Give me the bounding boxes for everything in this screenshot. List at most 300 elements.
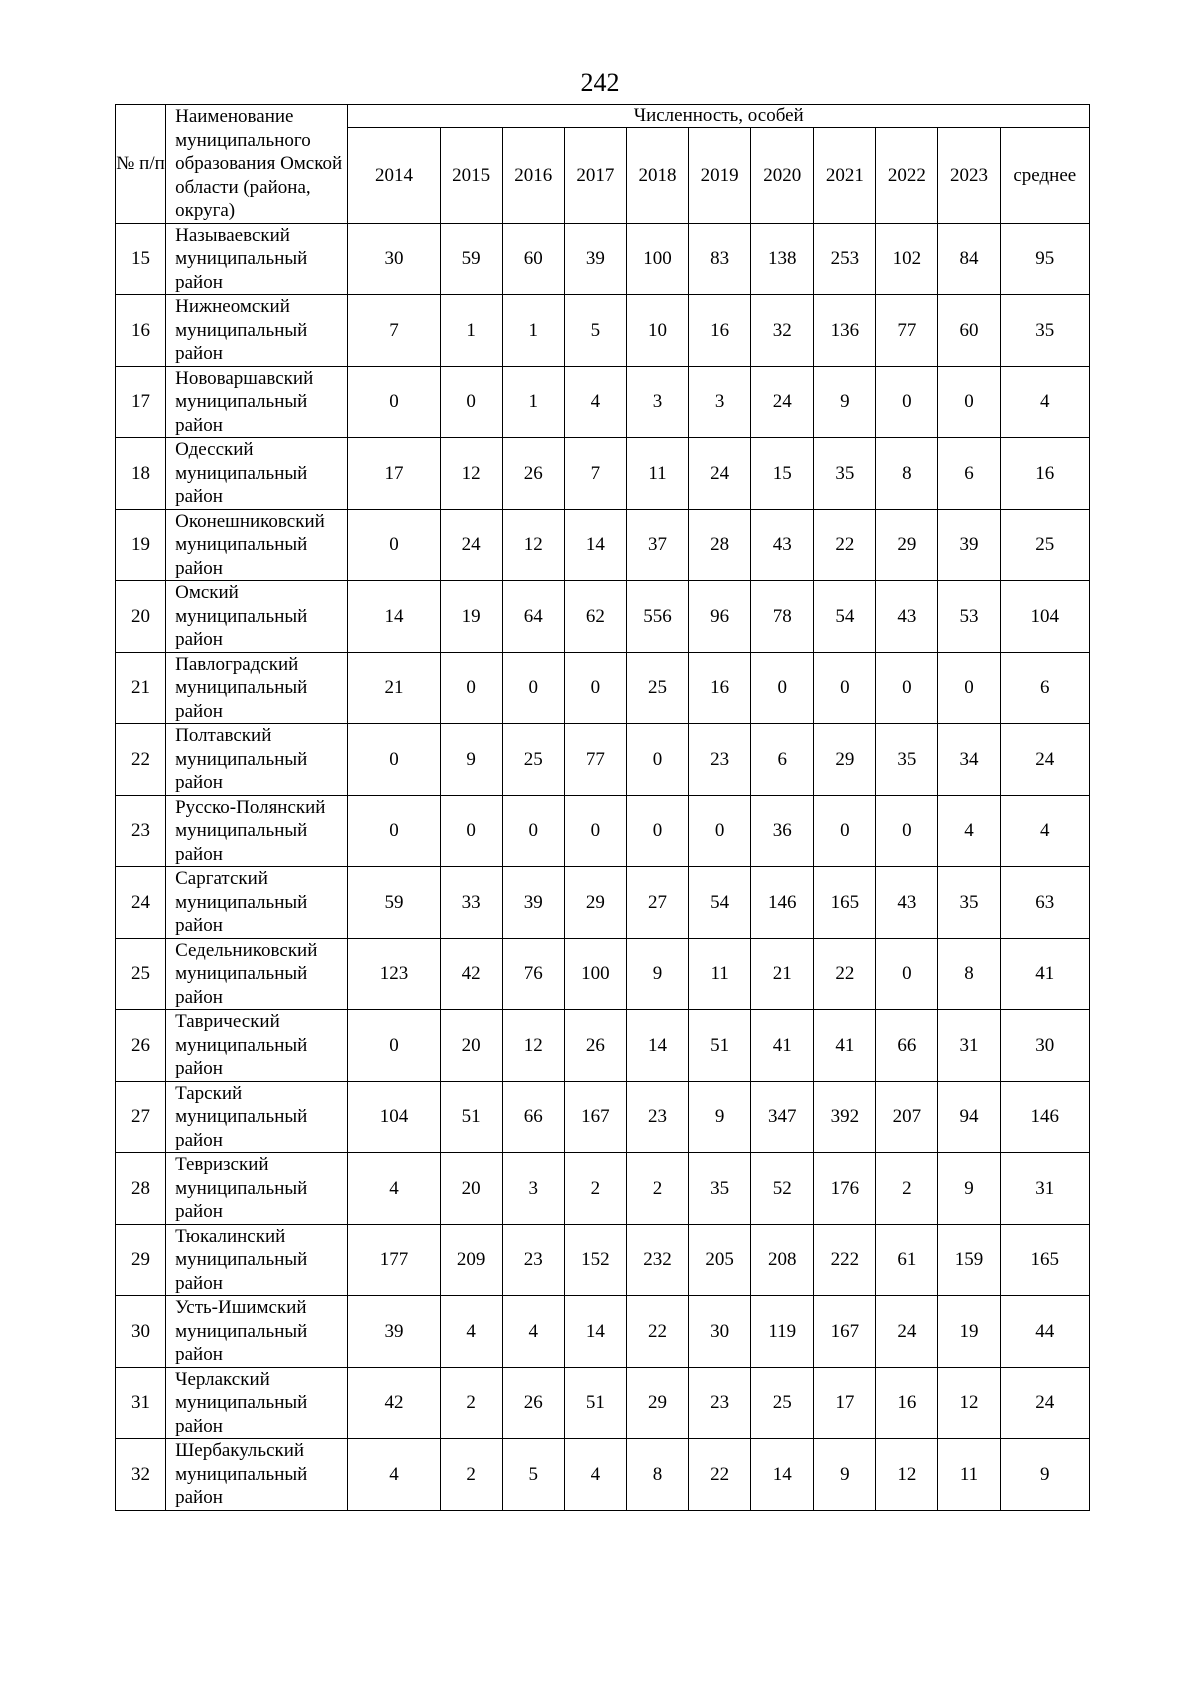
- year-value: 60: [938, 295, 1000, 367]
- year-value: 23: [689, 724, 751, 796]
- year-value: 177: [348, 1224, 440, 1296]
- year-value: 19: [440, 581, 502, 653]
- year-value: 37: [626, 509, 688, 581]
- year-value: 42: [348, 1367, 440, 1439]
- year-value: 20: [440, 1153, 502, 1225]
- year-value: 33: [440, 867, 502, 939]
- average-value: 146: [1000, 1081, 1089, 1153]
- district-name: [166, 438, 348, 510]
- header-number: [116, 105, 166, 224]
- year-value: 12: [876, 1439, 938, 1511]
- year-value: 16: [876, 1367, 938, 1439]
- year-value: 3: [502, 1153, 564, 1225]
- year-value: 22: [626, 1296, 688, 1368]
- district-name-line: район: [175, 772, 223, 793]
- year-value: 347: [751, 1081, 814, 1153]
- district-name-line: муниципальный: [175, 1320, 308, 1342]
- year-value: 8: [876, 438, 938, 510]
- year-value: 26: [502, 438, 564, 510]
- year-value: 6: [751, 724, 814, 796]
- year-value: 152: [564, 1224, 626, 1296]
- year-value: 35: [938, 867, 1000, 939]
- population-table: [115, 104, 1090, 1511]
- year-value: 11: [938, 1439, 1000, 1511]
- year-value: 53: [938, 581, 1000, 653]
- year-value: 60: [502, 223, 564, 295]
- year-value: 29: [876, 509, 938, 581]
- district-name: [166, 1296, 348, 1368]
- table-row: [116, 1367, 1090, 1439]
- year-value: 19: [938, 1296, 1000, 1368]
- year-value: 0: [876, 652, 938, 724]
- year-value: 62: [564, 581, 626, 653]
- year-value: 9: [938, 1153, 1000, 1225]
- district-name: [166, 1224, 348, 1296]
- page-number: 242: [580, 68, 620, 97]
- header-number-label: № п/п: [116, 153, 165, 174]
- year-value: 16: [689, 652, 751, 724]
- year-value: 11: [626, 438, 688, 510]
- year-value: 42: [440, 938, 502, 1010]
- year-value: 556: [626, 581, 688, 653]
- table-row: [116, 1010, 1090, 1082]
- year-value: 22: [814, 938, 876, 1010]
- year-value: 22: [689, 1439, 751, 1511]
- year-value: 3: [626, 366, 688, 438]
- year-value: 0: [751, 652, 814, 724]
- year-value: 41: [751, 1010, 814, 1082]
- year-value: 31: [938, 1010, 1000, 1082]
- row-number: 25: [116, 938, 166, 1010]
- row-number: 15: [116, 223, 166, 295]
- year-value: 9: [626, 938, 688, 1010]
- district-name: [166, 938, 348, 1010]
- district-name-line: район: [175, 414, 223, 436]
- table-row: [116, 795, 1090, 867]
- year-value: 100: [626, 223, 688, 295]
- year-value: 9: [440, 724, 502, 796]
- district-name-line: муниципальный: [175, 891, 308, 913]
- year-value: 0: [502, 652, 564, 724]
- year-value: 0: [876, 795, 938, 867]
- year-value: 14: [626, 1010, 688, 1082]
- district-name: [166, 1153, 348, 1225]
- year-value: 30: [348, 223, 440, 295]
- year-value: 26: [502, 1367, 564, 1439]
- district-name-line: район: [175, 843, 223, 865]
- district-name-line: муниципальный: [175, 1177, 308, 1199]
- district-name-line: район: [175, 557, 223, 579]
- district-name-line: Оконешниковский: [175, 510, 325, 532]
- row-number: 21: [116, 652, 166, 724]
- year-value: 8: [626, 1439, 688, 1511]
- header-year-1: 2015: [440, 128, 502, 223]
- year-value: 4: [348, 1153, 440, 1225]
- year-value: 138: [751, 223, 814, 295]
- year-value: 66: [502, 1081, 564, 1153]
- year-value: 21: [751, 938, 814, 1010]
- row-number: 30: [116, 1296, 166, 1368]
- header-year-5: 2019: [689, 128, 751, 223]
- table-row: [116, 652, 1090, 724]
- header-year-4: 2018: [626, 128, 688, 223]
- year-value: 0: [876, 366, 938, 438]
- year-value: 0: [502, 795, 564, 867]
- district-name-line: Полтавский: [175, 725, 272, 746]
- year-value: 0: [348, 1010, 440, 1082]
- year-value: 2: [876, 1153, 938, 1225]
- year-value: 29: [626, 1367, 688, 1439]
- year-value: 146: [751, 867, 814, 939]
- year-value: 39: [938, 509, 1000, 581]
- district-name: [166, 366, 348, 438]
- year-value: 2: [626, 1153, 688, 1225]
- district-name-line: Таврический: [175, 1011, 280, 1032]
- year-value: 94: [938, 1081, 1000, 1153]
- table-row: [116, 581, 1090, 653]
- district-name-line: район: [175, 915, 223, 936]
- district-name-line: муниципальный: [175, 1463, 308, 1485]
- average-value: 4: [1000, 795, 1089, 867]
- district-name-line: муниципальный: [175, 462, 308, 484]
- district-name-line: Тевризский: [175, 1154, 269, 1175]
- year-value: 232: [626, 1224, 688, 1296]
- year-value: 43: [876, 581, 938, 653]
- year-value: 207: [876, 1081, 938, 1153]
- year-value: 0: [626, 795, 688, 867]
- district-name-line: Саргатский: [175, 868, 268, 889]
- header-year-7: 2021: [814, 128, 876, 223]
- district-name-line: муниципальный: [175, 963, 308, 984]
- year-value: 41: [814, 1010, 876, 1082]
- table-row: [116, 1153, 1090, 1225]
- year-value: 9: [814, 366, 876, 438]
- year-value: 14: [564, 1296, 626, 1368]
- average-value: 165: [1000, 1224, 1089, 1296]
- year-value: 0: [564, 795, 626, 867]
- district-name-line: район: [175, 1487, 223, 1508]
- table-row: [116, 295, 1090, 367]
- year-value: 392: [814, 1081, 876, 1153]
- district-name-line: муниципальный: [175, 748, 308, 770]
- year-value: 119: [751, 1296, 814, 1368]
- year-value: 25: [751, 1367, 814, 1439]
- year-value: 34: [938, 724, 1000, 796]
- table-row: [116, 724, 1090, 796]
- year-value: 165: [814, 867, 876, 939]
- row-number: 22: [116, 724, 166, 796]
- row-number: 27: [116, 1081, 166, 1153]
- year-value: 4: [440, 1296, 502, 1368]
- row-number: 24: [116, 867, 166, 939]
- year-value: 167: [814, 1296, 876, 1368]
- year-value: 25: [502, 724, 564, 796]
- year-value: 209: [440, 1224, 502, 1296]
- row-number: 26: [116, 1010, 166, 1082]
- table-row: [116, 509, 1090, 581]
- average-value: 6: [1000, 652, 1089, 724]
- average-value: 44: [1000, 1296, 1089, 1368]
- year-value: 22: [814, 509, 876, 581]
- year-value: 76: [502, 938, 564, 1010]
- year-value: 10: [626, 295, 688, 367]
- district-name-line: район: [175, 1201, 223, 1222]
- year-value: 20: [440, 1010, 502, 1082]
- year-value: 9: [814, 1439, 876, 1511]
- year-value: 26: [564, 1010, 626, 1082]
- district-name-line: Тарский: [175, 1082, 243, 1104]
- year-value: 24: [689, 438, 751, 510]
- year-value: 29: [814, 724, 876, 796]
- year-value: 24: [440, 509, 502, 581]
- year-value: 222: [814, 1224, 876, 1296]
- header-year-10: среднее: [1000, 128, 1089, 223]
- row-number: 32: [116, 1439, 166, 1511]
- year-value: 4: [564, 366, 626, 438]
- table-row: [116, 938, 1090, 1010]
- year-value: 43: [876, 867, 938, 939]
- average-value: 9: [1000, 1439, 1089, 1511]
- year-value: 5: [564, 295, 626, 367]
- header-year-0: 2014: [348, 128, 440, 223]
- year-value: 39: [564, 223, 626, 295]
- year-value: 12: [502, 509, 564, 581]
- district-name-line: Павлоградский: [175, 653, 299, 675]
- year-value: 3: [689, 366, 751, 438]
- table-row: [116, 1296, 1090, 1368]
- year-value: 84: [938, 223, 1000, 295]
- district-name-line: Тюкалинский: [175, 1225, 286, 1247]
- year-value: 24: [751, 366, 814, 438]
- year-value: 12: [502, 1010, 564, 1082]
- header-year-9: 2023: [938, 128, 1000, 223]
- year-value: 208: [751, 1224, 814, 1296]
- table-row: [116, 1224, 1090, 1296]
- year-value: 9: [689, 1081, 751, 1153]
- district-name: [166, 295, 348, 367]
- year-value: 14: [348, 581, 440, 653]
- district-name: [166, 1081, 348, 1153]
- district-name-line: Называевский: [175, 224, 290, 246]
- average-value: 25: [1000, 509, 1089, 581]
- table-row: [116, 867, 1090, 939]
- year-value: 43: [751, 509, 814, 581]
- district-name-line: район: [175, 1058, 223, 1079]
- average-value: 24: [1000, 724, 1089, 796]
- year-value: 104: [348, 1081, 440, 1153]
- average-value: 95: [1000, 223, 1089, 295]
- year-value: 32: [751, 295, 814, 367]
- table-row: [116, 438, 1090, 510]
- district-name-line: муниципальный: [175, 534, 308, 555]
- header-year-3: 2017: [564, 128, 626, 223]
- year-value: 0: [938, 366, 1000, 438]
- year-value: 54: [814, 581, 876, 653]
- table-row: [116, 1439, 1090, 1511]
- district-name: [166, 581, 348, 653]
- district-name-line: муниципальный: [175, 1106, 308, 1127]
- average-value: 24: [1000, 1367, 1089, 1439]
- year-value: 1: [440, 295, 502, 367]
- year-value: 0: [440, 795, 502, 867]
- year-value: 4: [938, 795, 1000, 867]
- header-name-label: Наименование муниципального образования Омской области (района, округа): [175, 106, 343, 221]
- district-name-line: муниципальный: [175, 677, 308, 698]
- year-value: 77: [564, 724, 626, 796]
- year-value: 24: [876, 1296, 938, 1368]
- district-name-line: район: [175, 1272, 223, 1294]
- header-year-2: 2016: [502, 128, 564, 223]
- row-number: 17: [116, 366, 166, 438]
- district-name-line: муниципальный: [175, 1034, 308, 1056]
- row-number: 23: [116, 795, 166, 867]
- year-value: 15: [751, 438, 814, 510]
- row-number: 19: [116, 509, 166, 581]
- year-value: 0: [689, 795, 751, 867]
- average-value: 63: [1000, 867, 1089, 939]
- year-value: 14: [564, 509, 626, 581]
- header-year-8: 2022: [876, 128, 938, 223]
- average-value: 104: [1000, 581, 1089, 653]
- district-name-line: муниципальный: [175, 1249, 308, 1270]
- year-value: 59: [440, 223, 502, 295]
- year-value: 100: [564, 938, 626, 1010]
- district-name-line: район: [175, 629, 223, 650]
- year-value: 96: [689, 581, 751, 653]
- year-value: 11: [689, 938, 751, 1010]
- district-name-line: район: [175, 700, 223, 722]
- year-value: 23: [689, 1367, 751, 1439]
- district-name-line: муниципальный: [175, 319, 308, 341]
- district-name: [166, 652, 348, 724]
- year-value: 64: [502, 581, 564, 653]
- header-count-group-label: Численность, особей: [633, 105, 804, 127]
- average-value: 16: [1000, 438, 1089, 510]
- row-number: 29: [116, 1224, 166, 1296]
- year-value: 0: [440, 652, 502, 724]
- average-value: 41: [1000, 938, 1089, 1010]
- year-value: 61: [876, 1224, 938, 1296]
- year-value: 51: [440, 1081, 502, 1153]
- year-value: 167: [564, 1081, 626, 1153]
- average-value: 31: [1000, 1153, 1089, 1225]
- year-value: 176: [814, 1153, 876, 1225]
- district-name-line: район: [175, 271, 223, 293]
- year-value: 28: [689, 509, 751, 581]
- year-value: 66: [876, 1010, 938, 1082]
- district-name-line: район: [175, 1129, 223, 1151]
- year-value: 16: [689, 295, 751, 367]
- year-value: 35: [689, 1153, 751, 1225]
- year-value: 0: [348, 366, 440, 438]
- year-value: 7: [348, 295, 440, 367]
- year-value: 83: [689, 223, 751, 295]
- year-value: 0: [814, 795, 876, 867]
- year-value: 14: [751, 1439, 814, 1511]
- year-value: 17: [348, 438, 440, 510]
- year-value: 6: [938, 438, 1000, 510]
- district-name: [166, 1010, 348, 1082]
- district-name-line: Нововаршавский: [175, 367, 314, 389]
- year-value: 5: [502, 1439, 564, 1511]
- table-row: [116, 366, 1090, 438]
- district-name: [166, 223, 348, 295]
- year-value: 0: [876, 938, 938, 1010]
- year-value: 12: [938, 1367, 1000, 1439]
- year-value: 0: [626, 724, 688, 796]
- district-name-line: Шербакульский: [175, 1440, 305, 1461]
- district-name-line: район: [175, 1415, 223, 1437]
- header-count-group: [348, 105, 1090, 128]
- year-value: 159: [938, 1224, 1000, 1296]
- year-value: 0: [440, 366, 502, 438]
- district-name-line: район: [175, 986, 223, 1008]
- year-value: 51: [689, 1010, 751, 1082]
- year-value: 136: [814, 295, 876, 367]
- year-value: 52: [751, 1153, 814, 1225]
- year-value: 2: [564, 1153, 626, 1225]
- district-name-line: муниципальный: [175, 820, 308, 841]
- year-value: 23: [502, 1224, 564, 1296]
- year-value: 0: [938, 652, 1000, 724]
- year-value: 0: [814, 652, 876, 724]
- district-name-line: Нижнеомский: [175, 296, 290, 317]
- district-name: [166, 867, 348, 939]
- year-value: 77: [876, 295, 938, 367]
- year-value: 35: [876, 724, 938, 796]
- header-year-6: 2020: [751, 128, 814, 223]
- year-value: 123: [348, 938, 440, 1010]
- year-value: 7: [564, 438, 626, 510]
- district-name: [166, 1439, 348, 1511]
- year-value: 27: [626, 867, 688, 939]
- table-row: [116, 1081, 1090, 1153]
- year-value: 4: [348, 1439, 440, 1511]
- header-name: [166, 105, 348, 224]
- district-name-line: Усть-Ишимский: [175, 1297, 307, 1318]
- year-value: 205: [689, 1224, 751, 1296]
- row-number: 18: [116, 438, 166, 510]
- row-number: 20: [116, 581, 166, 653]
- year-value: 17: [814, 1367, 876, 1439]
- year-value: 39: [348, 1296, 440, 1368]
- row-number: 31: [116, 1367, 166, 1439]
- year-value: 2: [440, 1367, 502, 1439]
- year-value: 0: [564, 652, 626, 724]
- year-value: 21: [348, 652, 440, 724]
- average-value: 35: [1000, 295, 1089, 367]
- year-value: 36: [751, 795, 814, 867]
- district-name-line: район: [175, 486, 223, 507]
- table-row: [116, 223, 1090, 295]
- district-name-line: муниципальный: [175, 605, 308, 627]
- district-name-line: Омский: [175, 582, 239, 603]
- year-value: 1: [502, 366, 564, 438]
- year-value: 102: [876, 223, 938, 295]
- district-name-line: Черлакский: [175, 1368, 270, 1390]
- district-name-line: муниципальный: [175, 1392, 308, 1413]
- year-value: 29: [564, 867, 626, 939]
- year-value: 1: [502, 295, 564, 367]
- row-number: 16: [116, 295, 166, 367]
- year-value: 23: [626, 1081, 688, 1153]
- district-name-line: район: [175, 1344, 223, 1365]
- district-name-line: Седельниковский: [175, 939, 318, 961]
- row-number: 28: [116, 1153, 166, 1225]
- district-name-line: муниципальный: [175, 248, 308, 269]
- year-value: 4: [502, 1296, 564, 1368]
- district-name: [166, 795, 348, 867]
